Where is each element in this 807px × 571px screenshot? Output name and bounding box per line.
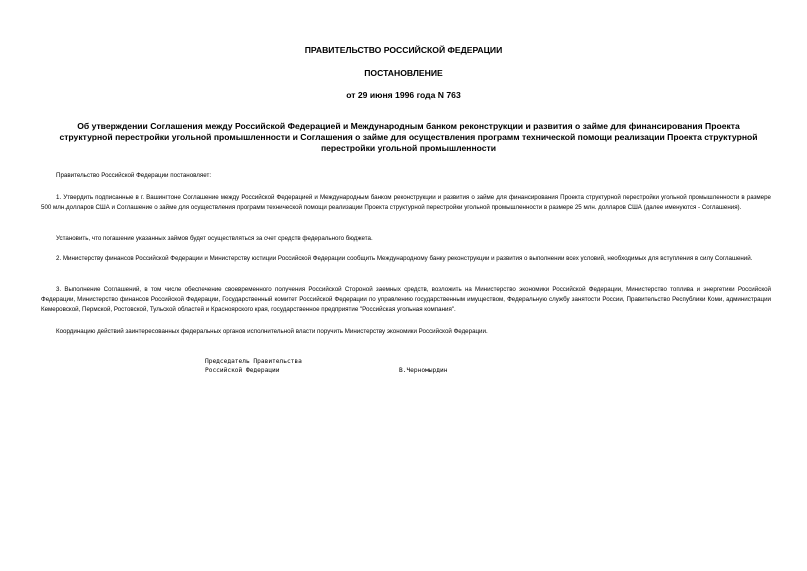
signature-position-line1: Председатель Правительства xyxy=(205,358,302,365)
paragraph-repayment: Установить, что погашение указанных займов будет осуществляться за счет средств федерального бюджета. xyxy=(56,235,373,242)
paragraph-coordination: Координацию действий заинтересованных федеральных органов исполнительной власти поручить Министерству экономики Российской Федерации. xyxy=(56,328,488,335)
date-number-heading: от 29 июня 1996 года N 763 xyxy=(346,90,461,100)
paragraph-item-3: 3. Выполнение Соглашений, в том числе обеспечение своевременного получения Российской Стороной заемных средств, возложить на Министерство экономики Российской Федерации, Министерство топлива и энергетики Российской Федерации, Министерство финансов Российской Федерации, Государственный комитет Российской Федерации по управлению государственным имуществом, Федеральную службу занятости России, Правительство Республики Коми, администрации Кемеровской, Пермской, Ростовской, Тульской областей и Красноярского края, государственное предприятие "Российская угольная компания". xyxy=(41,286,771,313)
paragraph-preamble: Правительство Российской Федерации постановляет: xyxy=(56,172,212,179)
issuer-heading: ПРАВИТЕЛЬСТВО РОССИЙСКОЙ ФЕДЕРАЦИИ xyxy=(304,45,503,55)
paragraph-item-2: 2. Министерству финансов Российской Федерации и Министерству юстиции Российской Федерации сообщить Международному банку реконструкции и развития о выполнении всех условий, необходимых для вступления в силу Соглашений. xyxy=(56,255,753,262)
signature-position-line2: Российской Федерации xyxy=(205,367,280,374)
signature-name: В.Черномырдин xyxy=(399,367,448,374)
paragraph-item-1: 1. Утвердить подписанные в г. Вашингтоне Соглашение между Российской Федерацией и Международным банком реконструкции и развития о займе для финансирования Проекта структурной перестройки угольной промышленности в размере 500 млн.долларов США и Соглашение о займе для осуществления программ технической помощи реализации Проекта структурной перестройки угольной промышленности в размере 25 млн. долларов США (далее именуются - Соглашения). xyxy=(41,194,771,211)
document-type-heading: ПОСТАНОВЛЕНИЕ xyxy=(364,68,443,78)
document-title: Об утверждении Соглашения между Российской Федерацией и Международным банком реконструкции и развития о займе для финансирования Проекта структурной перестройки угольной промышленности и Соглашения о займе для осуществления программ технической помощи реализации Проекта структурной перестройки угольной промышленности xyxy=(59,121,758,153)
